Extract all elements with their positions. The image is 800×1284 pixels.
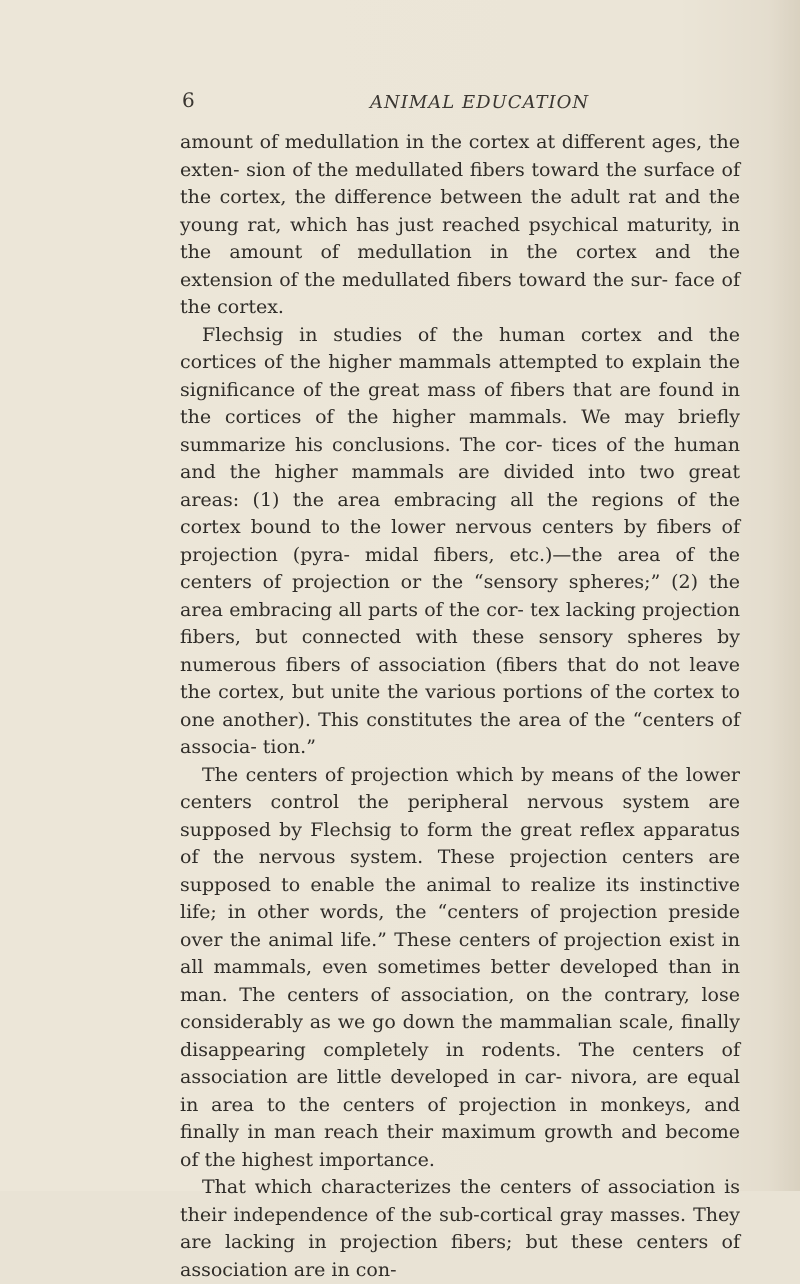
page-number: 6 (182, 88, 195, 112)
paragraph-projection-centers: The centers of projection which by means of the lower centers control the peripheral nervous system are supposed by Flechsig to form the great reflex apparatus of the nervous system. These projection centers are supposed to enable the animal to realize its instinctive life; in other words, the “centers of projection preside over the animal life.” These centers of projection exist in all mammals, even sometimes better developed than in man. The centers of association, on the contrary, lose considerably as we go down the mammalian scale, finally disappearing completely in rodents. The centers of association are little developed in car- nivora, are equal in area to the centers of projection in monkeys, and finally in man reach their maximum growth and become of the highest importance. (180, 763, 740, 1171)
paragraph-association-centers: That which characterizes the centers of association is their independence of the sub-cortical gray masses. They are lacking in projection fibers; but these centers of association are in con- (180, 1176, 740, 1281)
paragraph-flechsig: Flechsig in studies of the human cortex and the cortices of the higher mammals attempted to explain the significance of the great mass of fibers that are found in the cortices of the higher mammals. We may briefly summarize his conclusions. The cor- tices of the human and the higher mammals are divided into two great areas: (1) the area embracing all the regions of the cortex bound to the lower nervous centers by fibers of projection (pyra- midal fibers, etc.)—the area of the centers of projection or the “sensory spheres;” (2) the area embracing all parts of the cor- tex lacking projection fibers, but connected with these sensory spheres by numerous fibers of association (fibers that do not leave the cortex, but unite the various portions of the cortex to one another). This constitutes the area of the “centers of associa- tion.” (180, 323, 740, 758)
running-title: ANIMAL EDUCATION (370, 92, 590, 113)
paragraph-continuation: amount of medullation in the cortex at different ages, the exten- sion of the medullated fibers toward the surface of the cortex, the difference between the adult rat and the young rat, which has just reached psychical maturity, in the amount of medullation in the cortex and the extension of the medullated fibers toward the sur- face of the cortex. (180, 131, 740, 318)
body-text (180, 129, 740, 1284)
